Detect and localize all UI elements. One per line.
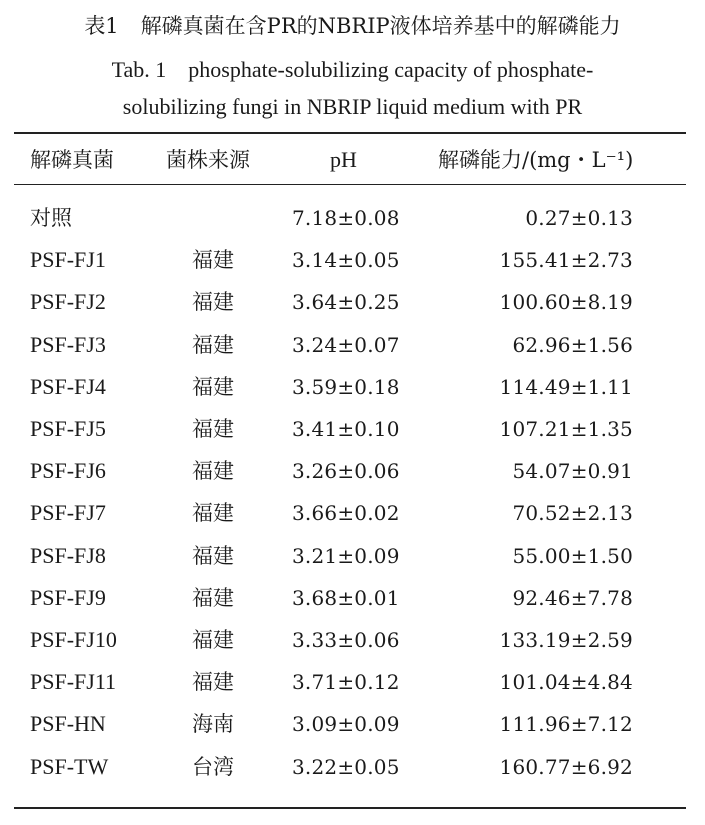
cell-ph: 3.71±0.12 — [292, 670, 400, 695]
cell-origin: 福建 — [192, 374, 234, 399]
cell-origin: 福建 — [192, 585, 234, 610]
table-row — [0, 620, 705, 660]
cell-capacity: 133.19±2.59 — [499, 628, 633, 652]
cell-origin: 福建 — [192, 628, 234, 652]
table-row — [0, 578, 705, 618]
cell-strain: PSF-FJ1 — [30, 247, 106, 273]
cell-ph: 3.24±0.07 — [292, 332, 400, 357]
table-label-en: Tab. 1 — [111, 57, 167, 82]
cell-ph: 3.14±0.05 — [292, 248, 400, 273]
cell-ph: 3.66±0.02 — [292, 501, 400, 526]
cell-capacity: 70.52±2.13 — [512, 501, 633, 526]
table-bottom-rule — [14, 807, 686, 809]
cell-origin: 福建 — [192, 332, 234, 357]
table-caption-cn — [0, 11, 705, 41]
cell-ph: 3.26±0.06 — [292, 459, 400, 484]
cell-capacity: 101.04±4.84 — [499, 670, 633, 695]
cell-strain: PSF-HN — [30, 711, 106, 737]
table-caption-en-line2: solubilizing fungi in NBRIP liquid medium with PR — [122, 94, 583, 119]
cell-ph: 3.21±0.09 — [292, 543, 400, 568]
table-row — [0, 240, 705, 280]
cell-strain: PSF-FJ2 — [30, 289, 106, 315]
table-row — [0, 493, 705, 533]
cell-capacity: 54.07±0.91 — [512, 459, 633, 484]
cell-origin: 福建 — [192, 417, 234, 441]
cell-strain: PSF-TW — [30, 753, 109, 779]
cell-ph: 3.64±0.25 — [292, 290, 400, 315]
table-row — [0, 325, 705, 365]
cell-capacity: 114.49±1.11 — [499, 374, 633, 399]
table-row — [0, 282, 705, 322]
cell-ph: 3.33±0.06 — [292, 628, 400, 652]
header-capacity: 解磷能力/(mg・L⁻¹) — [438, 148, 634, 172]
cell-ph: 3.22±0.05 — [292, 754, 400, 779]
table-row — [0, 409, 705, 449]
cell-capacity: 100.60±8.19 — [499, 290, 633, 315]
table-row — [0, 662, 705, 702]
table-row — [0, 704, 705, 744]
cell-strain: PSF-FJ4 — [30, 373, 106, 399]
cell-capacity: 0.27±0.13 — [525, 206, 633, 230]
table-top-rule — [14, 132, 686, 134]
cell-strain: PSF-FJ8 — [30, 542, 106, 568]
cell-strain: PSF-FJ7 — [30, 500, 106, 526]
cell-origin: 台湾 — [192, 754, 234, 779]
cell-origin: 福建 — [192, 290, 234, 315]
cell-ph: 3.09±0.09 — [292, 712, 400, 737]
table-label-cn: 表1 — [84, 14, 119, 38]
cell-capacity: 111.96±7.12 — [499, 712, 633, 737]
cell-origin: 福建 — [192, 543, 234, 568]
header-origin: 菌株来源 — [166, 148, 250, 172]
cell-ph: 3.59±0.18 — [292, 374, 400, 399]
table-row — [0, 198, 705, 238]
cell-origin: 福建 — [192, 501, 234, 526]
cell-strain: 对照 — [30, 206, 72, 230]
header-strain: 解磷真菌 — [30, 148, 114, 172]
cell-strain: PSF-FJ10 — [30, 627, 117, 652]
cell-capacity: 107.21±1.35 — [499, 417, 633, 441]
cell-capacity: 92.46±7.78 — [512, 585, 633, 610]
table-title-en-line1: phosphate-solubilizing capacity of phosphate- — [188, 57, 594, 82]
cell-strain: PSF-FJ5 — [30, 416, 106, 441]
header-ph: pH — [330, 147, 357, 172]
table-caption-en-line1 — [0, 55, 705, 85]
cell-capacity: 55.00±1.50 — [512, 543, 633, 568]
cell-strain: PSF-FJ6 — [30, 458, 106, 484]
table-row — [0, 536, 705, 576]
cell-ph: 3.68±0.01 — [292, 585, 400, 610]
table-title-cn: 解磷真菌在含PR的NBRIP液体培养基中的解磷能力 — [140, 14, 621, 38]
cell-capacity: 155.41±2.73 — [499, 248, 633, 273]
cell-origin: 福建 — [192, 459, 234, 484]
cell-capacity: 160.77±6.92 — [499, 754, 633, 779]
cell-origin: 福建 — [192, 670, 234, 695]
table-row — [0, 367, 705, 407]
table-row — [0, 747, 705, 787]
table-header-rule — [14, 184, 686, 185]
cell-capacity: 62.96±1.56 — [512, 332, 633, 357]
cell-ph: 7.18±0.08 — [292, 206, 400, 230]
cell-ph: 3.41±0.10 — [292, 417, 400, 441]
table-row — [0, 451, 705, 491]
cell-origin: 海南 — [192, 712, 234, 737]
cell-strain: PSF-FJ3 — [30, 331, 106, 357]
cell-strain: PSF-FJ9 — [30, 584, 106, 610]
cell-strain: PSF-FJ11 — [30, 669, 117, 695]
cell-origin: 福建 — [192, 248, 234, 273]
